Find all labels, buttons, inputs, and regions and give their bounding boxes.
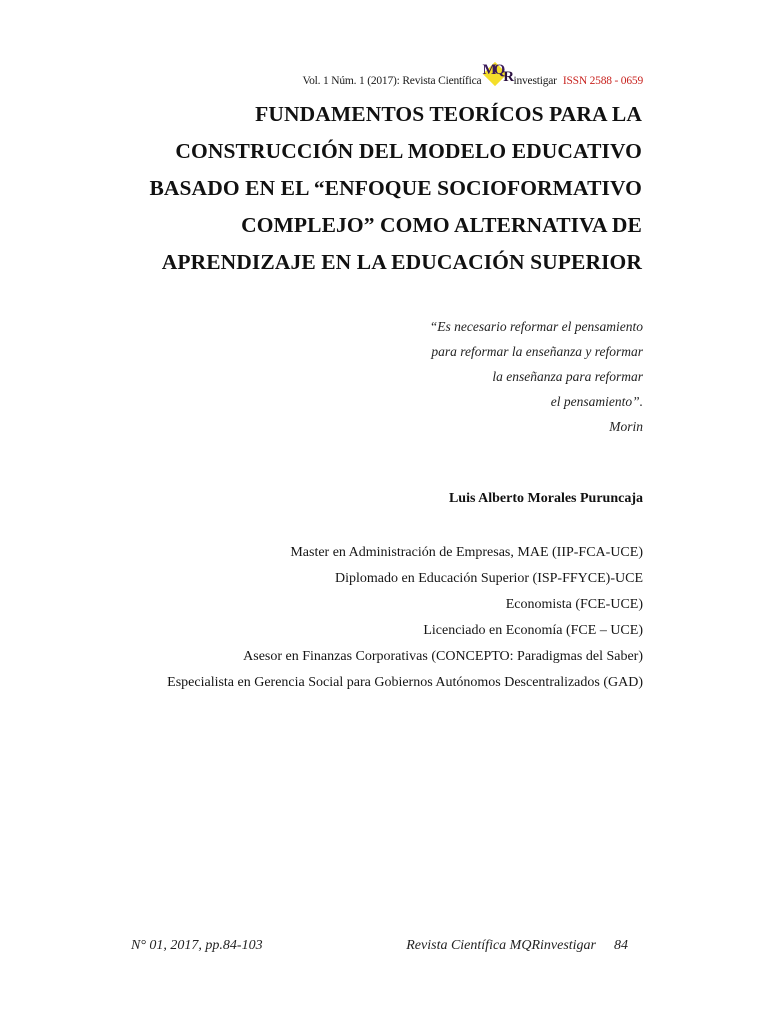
epigraph-line: el pensamiento”. — [550, 394, 643, 409]
title-line: FUNDAMENTOS TEORÍCOS PARA LA — [255, 102, 642, 126]
author-name: Luis Alberto Morales Puruncaja — [448, 491, 643, 506]
credential-line: Economista (FCE-UCE) — [505, 597, 643, 612]
issn-number: ISSN 2588 - 0659 — [562, 75, 643, 87]
logo-letters — [482, 62, 512, 85]
credential-line: Especialista en Gerencia Social para Gobiernos Autónomos Descentralizados (GAD) — [167, 675, 643, 690]
credential-line: Diplomado en Educación Superior (ISP-FFYCE)-UCE — [335, 571, 643, 586]
footer-page-number: 84 — [614, 938, 628, 953]
epigraph-line: la enseñanza para reformar — [492, 369, 643, 384]
footer-journal-name: Revista Científica MQRinvestigar — [406, 938, 596, 953]
logo-letters-mq: MQ — [482, 62, 503, 78]
credential-line: Master en Administración de Empresas, MAE (IIP-FCA-UCE) — [290, 545, 643, 560]
epigraph-attribution: Morin — [609, 419, 643, 434]
credential-line: Asesor en Finanzas Corporativas (CONCEPTO: Paradigmas del Saber) — [243, 649, 643, 664]
title-line: BASADO EN EL “ENFOQUE SOCIOFORMATIVO — [149, 176, 642, 200]
title-line: CONSTRUCCIÓN DEL MODELO EDUCATIVO — [175, 139, 642, 163]
logo-letter-r: R — [503, 69, 512, 85]
article-title — [140, 96, 642, 281]
journal-brand-name: investigar — [513, 75, 557, 87]
footer-citation: N° 01, 2017, pp.84-103 — [131, 938, 263, 953]
epigraph-line: “Es necesario reformar el pensamiento — [429, 319, 643, 334]
title-line: APRENDIZAJE EN LA EDUCACIÓN SUPERIOR — [161, 250, 642, 274]
running-header — [302, 62, 643, 88]
epigraph-line: para reformar la enseñanza y reformar — [431, 344, 643, 359]
title-line: COMPLEJO” COMO ALTERNATIVA DE — [241, 213, 642, 237]
journal-volume-info: Vol. 1 Núm. 1 (2017): Revista Científica — [302, 75, 482, 87]
credential-line: Licenciado en Economía (FCE – UCE) — [423, 623, 643, 638]
epigraph-quote — [430, 314, 643, 439]
author-credentials — [167, 540, 643, 696]
journal-logo — [482, 62, 512, 88]
